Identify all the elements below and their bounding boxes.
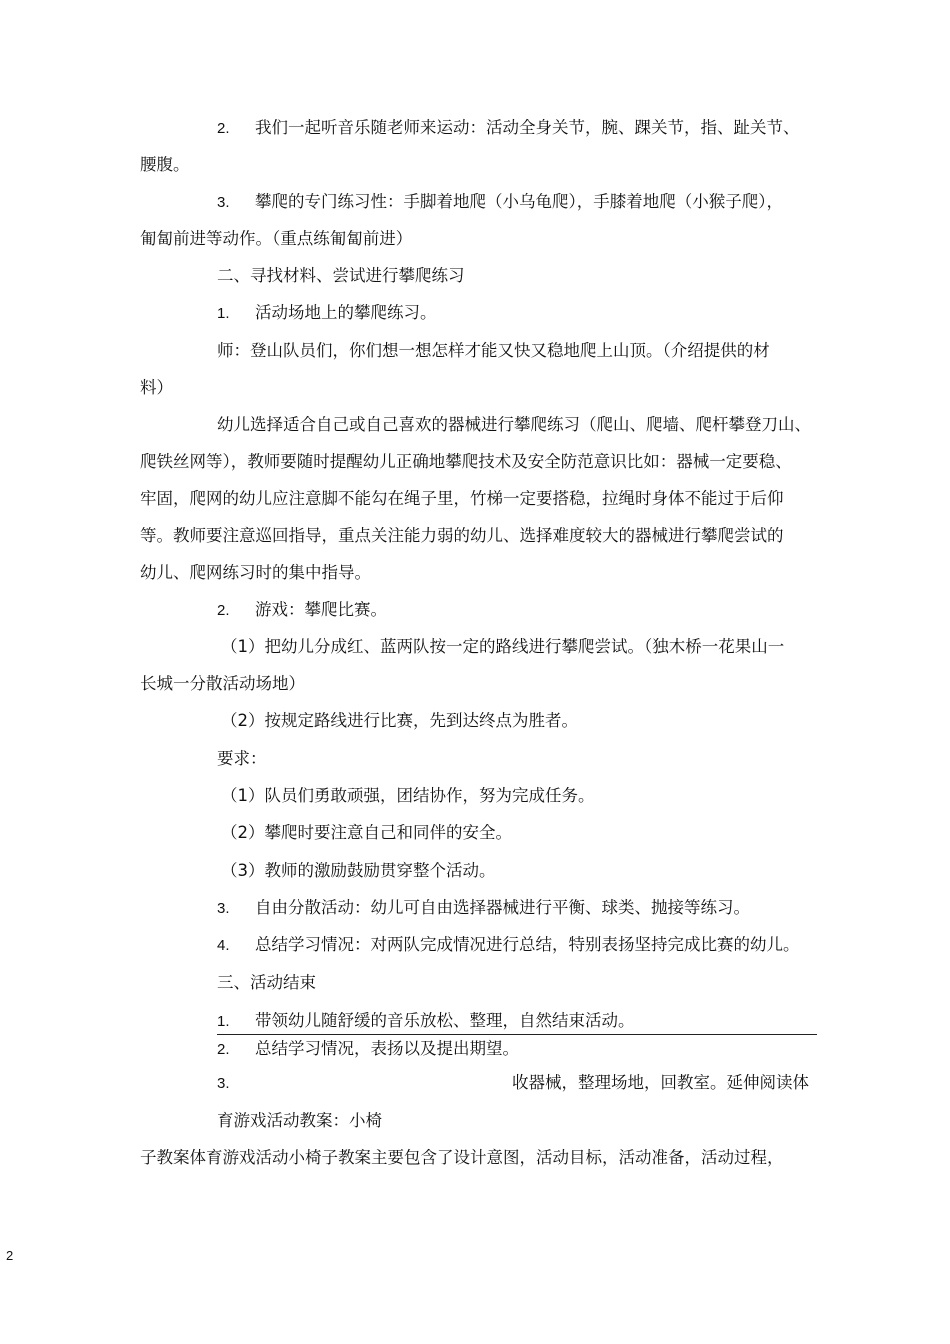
text-line: 带领幼儿随舒缓的音乐放松、整理，自然结束活动。 (255, 1011, 635, 1030)
text-line: 收器械，整理场地，回教室。延伸阅读体 (512, 1073, 809, 1092)
text-line: 等。教师要注意巡回指导，重点关注能力弱的幼儿、选择难度较大的器械进行攀爬尝试的 (140, 526, 784, 545)
text-line: 活动场地上的攀爬练习。 (255, 303, 437, 322)
text-line: 爬铁丝网等），教师要随时提醒幼儿正确地攀爬技术及安全防范意识比如：器械一定要稳、 (140, 452, 792, 471)
text-line: （2）攀爬时要注意自己和同伴的安全。 (221, 823, 512, 842)
text-line: 子教案体育游戏活动小椅子教案主要包含了设计意图，活动目标，活动准备，活动过程， (140, 1148, 784, 1167)
text-line: 幼儿、爬网练习时的集中指导。 (140, 563, 371, 582)
item-number: 1. (217, 305, 230, 322)
horizontal-rule (217, 1034, 817, 1035)
item-number: 2. (217, 120, 230, 137)
text-line: 师：登山队员们，你们想一想怎样才能又快又稳地爬上山顶。（介绍提供的材 (217, 341, 770, 360)
text-line: 腰腹。 (140, 155, 190, 174)
text-line: 料） (140, 378, 173, 397)
item-number: 3. (217, 900, 230, 917)
section-heading: 二、寻找材料、尝试进行攀爬练习 (217, 266, 465, 285)
text-line: 匍匐前进等动作。（重点练匍匐前进） (140, 229, 413, 248)
item-number: 3. (217, 1075, 230, 1092)
text-line: （3）教师的激励鼓励贯穿整个活动。 (221, 861, 496, 880)
text-line: （1）队员们勇敢顽强，团结协作，努为完成任务。 (221, 786, 595, 805)
text-line: （1）把幼儿分成红、蓝两队按一定的路线进行攀爬尝试。（独木桥一花果山一 (221, 637, 785, 656)
text-line: 幼儿选择适合自己或自己喜欢的器械进行攀爬练习（爬山、爬墙、爬杆攀登刀山、 (217, 415, 811, 434)
text-line: 长城一分散活动场地） (140, 674, 305, 693)
item-number: 2. (217, 1041, 230, 1058)
section-heading: 三、活动结束 (217, 973, 316, 992)
item-number: 4. (217, 937, 230, 954)
text-line: 总结学习情况，表扬以及提出期望。 (255, 1039, 519, 1058)
text-line: 育游戏活动教案：小椅 (217, 1111, 382, 1130)
item-number: 2. (217, 602, 230, 619)
text-line: 牢固，爬网的幼儿应注意脚不能勾在绳子里，竹梯一定要搭稳，拉绳时身体不能过于后仰 (140, 489, 784, 508)
text-line: 自由分散活动：幼儿可自由选择器械进行平衡、球类、抛接等练习。 (255, 898, 750, 917)
page-number: 2 (6, 1248, 14, 1263)
text-line: 游戏：攀爬比赛。 (255, 600, 387, 619)
text-line: 总结学习情况：对两队完成情况进行总结，特别表扬坚持完成比赛的幼儿。 (255, 935, 800, 954)
text-line: 我们一起听音乐随老师来运动：活动全身关节，腕、踝关节，指、趾关节、 (255, 118, 800, 137)
text-line: 要求： (217, 749, 267, 768)
item-number: 1. (217, 1013, 230, 1030)
text-line: 攀爬的专门练习性：手脚着地爬（小乌龟爬），手膝着地爬（小猴子爬）， (255, 192, 783, 211)
item-number: 3. (217, 194, 230, 211)
text-line: （2）按规定路线进行比赛，先到达终点为胜者。 (221, 711, 578, 730)
